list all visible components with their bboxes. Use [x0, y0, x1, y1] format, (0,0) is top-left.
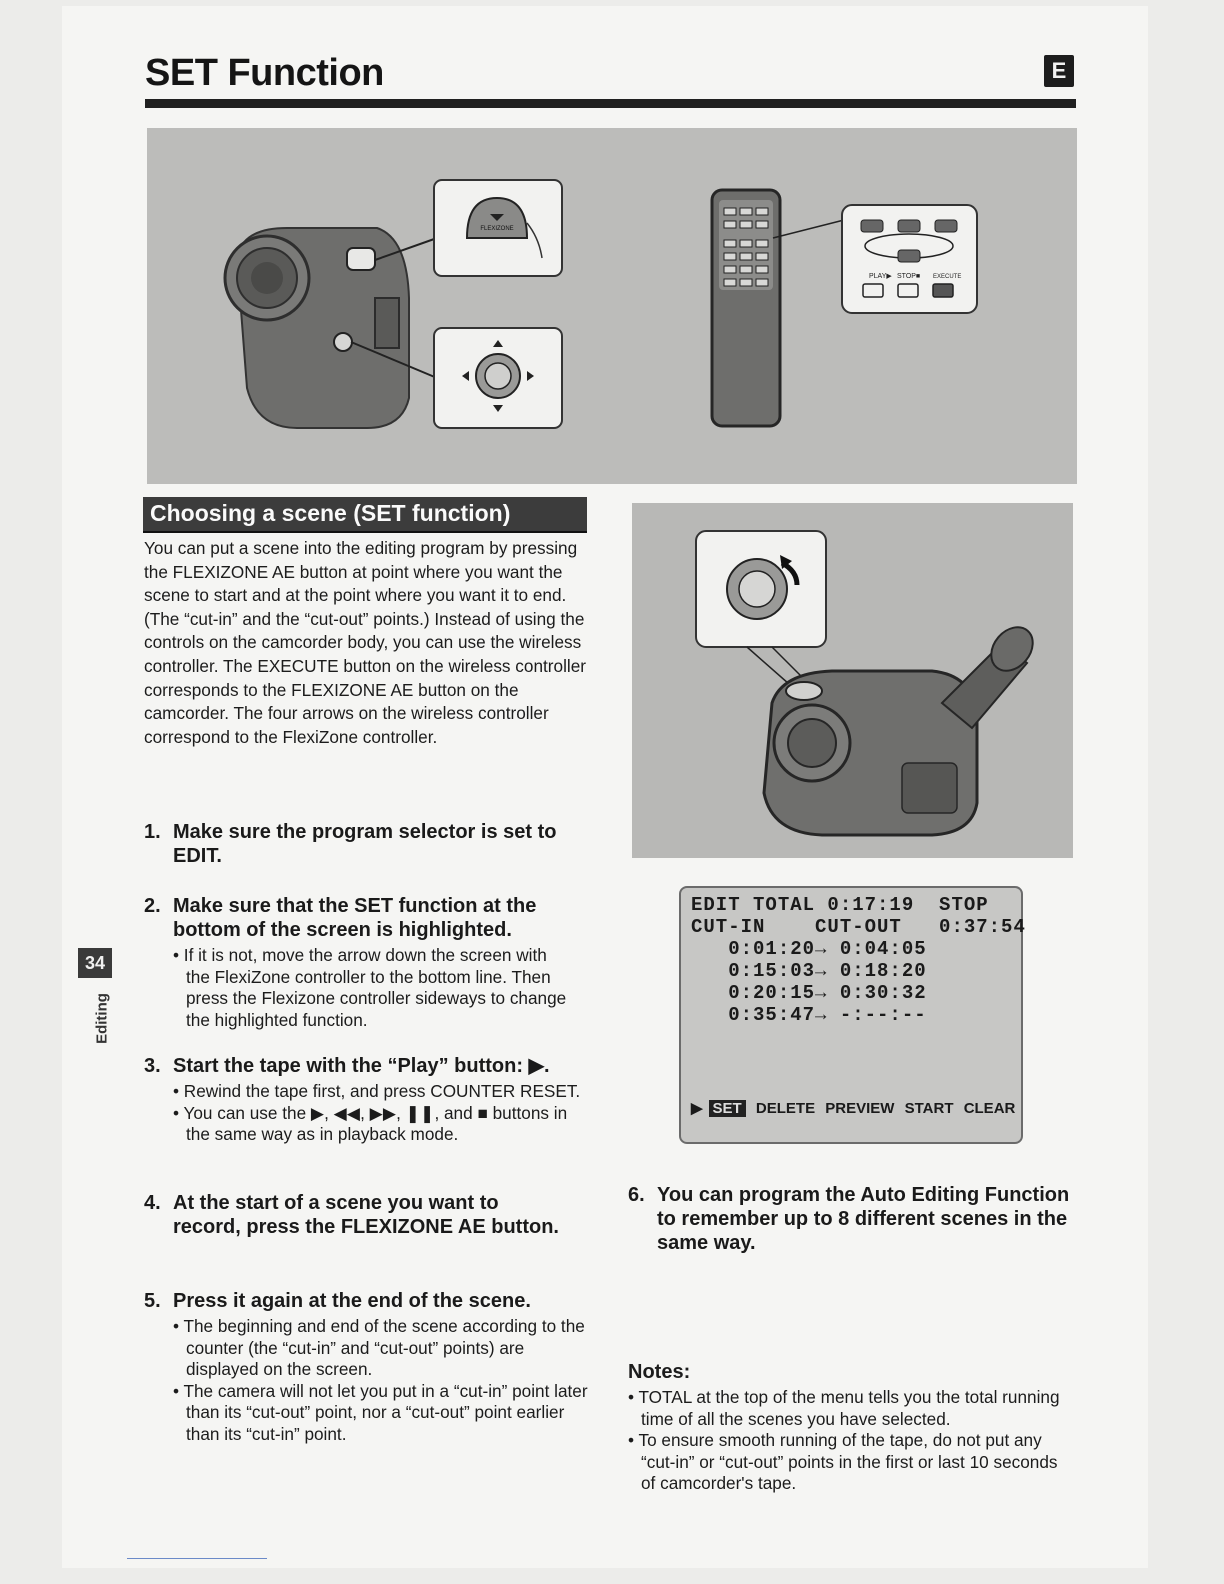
menu-item-start: START — [904, 1100, 954, 1117]
svg-text:EXECUTE: EXECUTE — [933, 274, 962, 280]
notes-list — [628, 1387, 1073, 1495]
menu-item-preview: PREVIEW — [825, 1100, 895, 1117]
svg-text:FLEXIZONE: FLEXIZONE — [480, 226, 514, 232]
language-badge: E — [1044, 55, 1074, 87]
screen-menu-bar — [691, 1099, 1021, 1117]
step-3: 3. Start the tape with the “Play” button: ▶. — [144, 1055, 550, 1077]
footer-rule — [127, 1558, 267, 1559]
notes-heading: Notes: — [628, 1361, 691, 1383]
step-4: 4. At the start of a scene you want to record, press the FLEXIZONE AE button. — [144, 1192, 559, 1238]
screen-row: 0:35:47→ -:--:-- — [691, 1004, 927, 1026]
list-item: • Rewind the tape first, and press COUNTER RESET. — [173, 1081, 581, 1101]
intro-paragraph: You can put a scene into the editing program by pressing the FLEXIZONE AE button at point where you want the scene to start and at the point where you want it to end. (The “cut-in” and the “cut-out” points.) Instead of using the controls on the camcorder body, you can use the wireless controller. The EXECUTE button on the wireless controller corresponds to the FLEXIZONE AE button on the camcorder. The four arrows on the wireless controller correspond to the FlexiZone controller. — [144, 538, 586, 747]
illustration-svg — [147, 128, 1077, 484]
section-heading: Choosing a scene (SET function) — [143, 497, 587, 533]
list-item: • You can use the ▶, ◀◀, ▶▶, ❚❚, and ■ buttons in the same way as in playback mode. — [173, 1102, 568, 1144]
flexizone-button-callout — [434, 180, 562, 276]
page-title: SET Function — [145, 52, 384, 94]
list-item: • The camera will not let you put in a “cut-in” point later than its “cut-out” point, nor a “cut-out” point earlier than its “cut-in” point. — [173, 1380, 588, 1444]
svg-text:PLAY▶: PLAY▶ — [869, 273, 892, 280]
menu-item-set: SET — [709, 1100, 746, 1117]
program-selector-illustration — [632, 503, 1073, 858]
step-5: 5. Press it again at the end of the scene. — [144, 1290, 531, 1312]
left-column — [144, 537, 594, 749]
flexizone-controller-callout — [434, 328, 562, 428]
step-1: 1. Make sure the program selector is set to EDIT. — [144, 821, 557, 867]
list-item: • If it is not, move the arrow down the screen with the FlexiZone controller to the bottom line. Then press the Flexizone controller sideways to change the highlighted function. — [173, 945, 567, 1030]
camcorder-remote-illustration — [147, 128, 1077, 484]
step-3-bullets — [173, 1081, 593, 1146]
section-tab-label: Editing — [93, 993, 111, 1044]
step-2: 2. Make sure that the SET function at the bottom of the screen is highlighted. — [144, 895, 537, 941]
title-rule — [145, 99, 1076, 108]
remote-button-callout — [842, 205, 977, 313]
camcorder-dial-svg — [632, 503, 1073, 858]
screen-total-line: EDIT TOTAL 0:17:19 STOP — [691, 894, 989, 916]
step-6: 6. You can program the Auto Editing Function to remember up to 8 different scenes in the same way. — [628, 1184, 1070, 1254]
menu-item-delete: DELETE — [755, 1100, 816, 1117]
screen-row: 0:01:20→ 0:04:05 — [691, 938, 927, 960]
screen-row: 0:20:15→ 0:30:32 — [691, 982, 927, 1004]
screen-row: 0:15:03→ 0:18:20 — [691, 960, 927, 982]
menu-pointer-icon: ▶ — [691, 1100, 703, 1117]
list-item: • The beginning and end of the scene according to the counter (the “cut-in” and “cut-out” points) are displayed on the screen. — [173, 1316, 585, 1379]
step-2-bullets — [173, 945, 573, 1031]
list-item: • TOTAL at the top of the menu tells you the total running time of all the scenes you have selected. — [628, 1387, 1060, 1429]
edit-screen-display — [679, 886, 1026, 1144]
page-number: 34 — [78, 948, 112, 978]
svg-text:STOP■: STOP■ — [897, 273, 921, 280]
screen-header-line: CUT-IN CUT-OUT 0:37:54 — [691, 916, 1026, 938]
menu-item-clear: CLEAR — [963, 1100, 1016, 1117]
list-item: • To ensure smooth running of the tape, do not put any “cut-in” or “cut-out” points in the first or last 10 seconds of camcorder's tape. — [628, 1430, 1058, 1493]
step-5-bullets — [173, 1316, 593, 1445]
